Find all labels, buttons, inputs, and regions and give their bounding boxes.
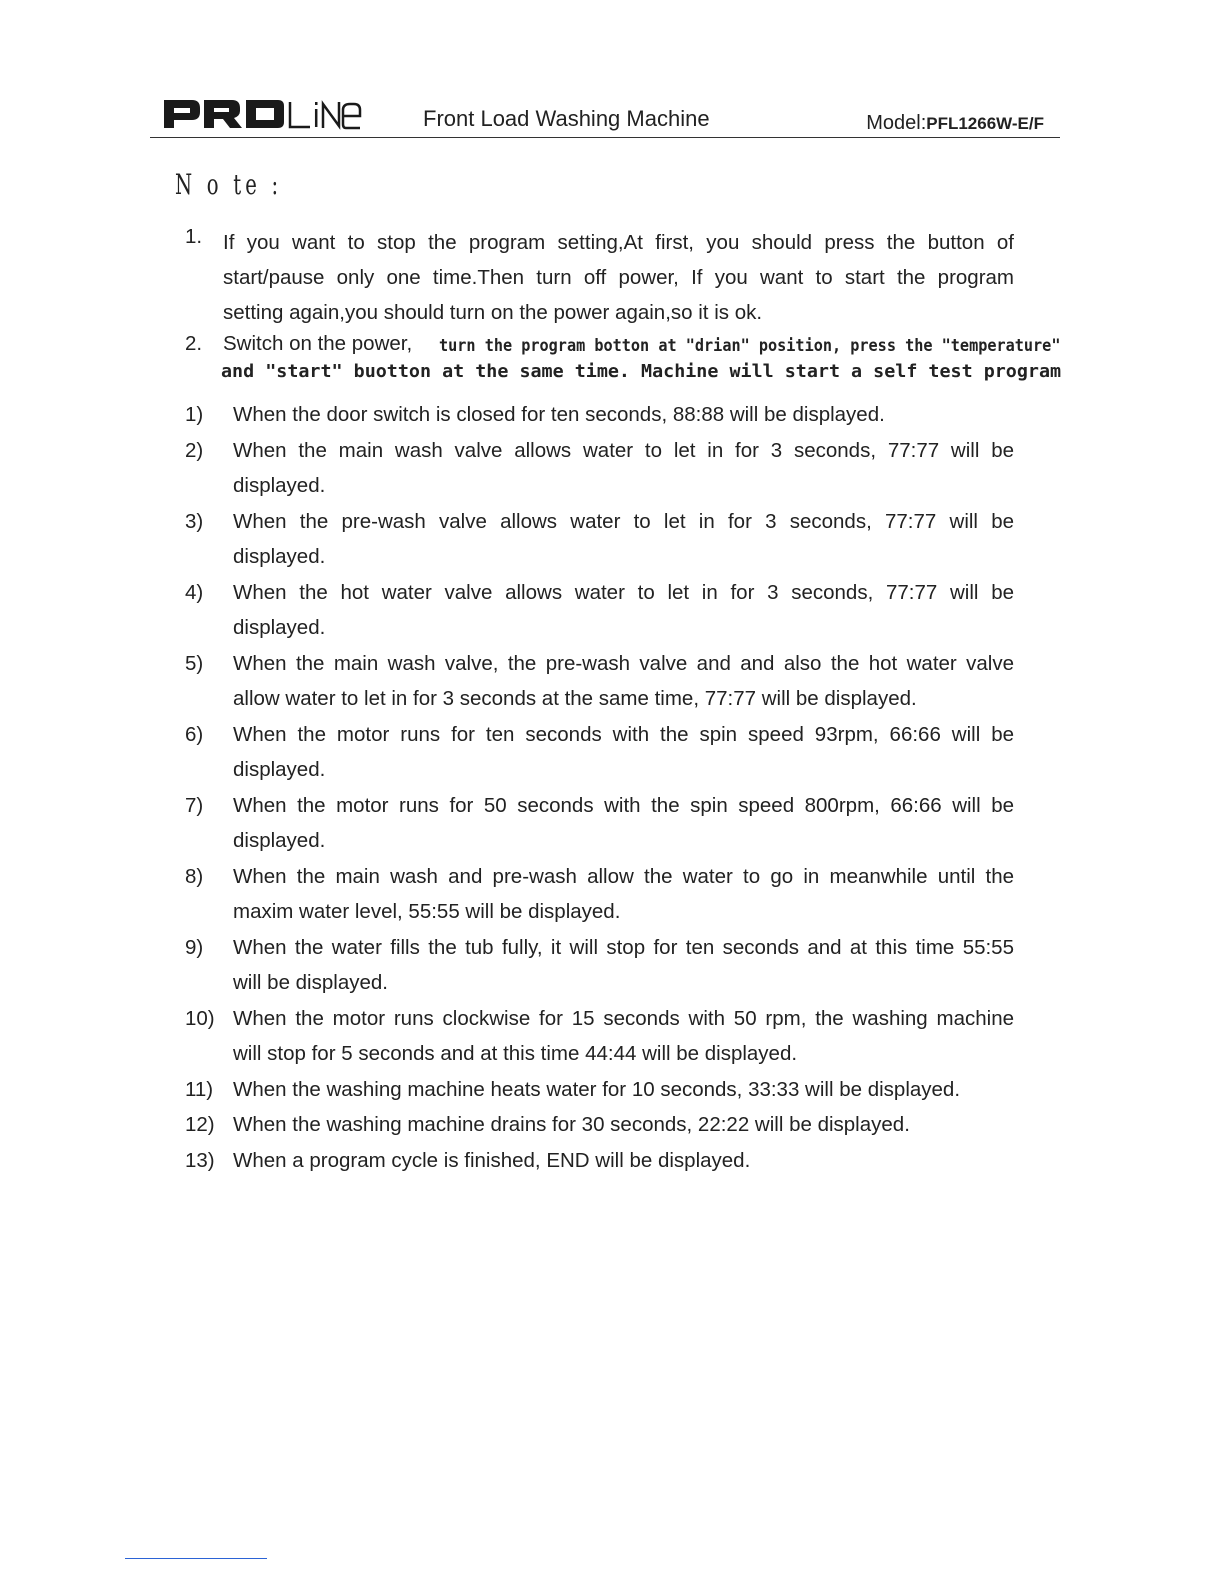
list-item	[185, 433, 1015, 504]
step-number: 6)	[185, 722, 204, 746]
step-number: 9)	[185, 935, 204, 959]
list-item	[185, 859, 1015, 930]
step-number: 13)	[185, 1148, 215, 1172]
list-item	[185, 788, 1015, 859]
page-header	[150, 92, 1060, 140]
step-line: will be displayed.	[233, 971, 388, 994]
proline-logo	[162, 94, 362, 134]
step-line: displayed.	[233, 545, 326, 568]
note-number: 2.	[185, 332, 203, 355]
step-line: When the main wash valve allows water to let in for 3 seconds, 77:77 will be	[233, 438, 1014, 462]
step-line: displayed.	[233, 829, 326, 852]
step-number: 10)	[185, 1006, 215, 1030]
step-line: allow water to let in for 3 seconds at the same time, 77:77 will be displayed.	[233, 687, 917, 710]
note-line: If you want to stop the program setting,At first, you should press the button of	[223, 231, 1014, 254]
list-item	[185, 930, 1015, 1001]
step-number: 1)	[185, 403, 204, 426]
step-number: 11)	[185, 1077, 214, 1101]
list-item	[185, 1072, 1015, 1108]
step-line: When the washing machine heats water for 10 seconds, 33:33 will be displayed.	[233, 1077, 961, 1101]
note-line: start/pause only one time.Then turn off power, If you want to start the program	[223, 266, 1014, 289]
note-number: 1.	[185, 225, 203, 248]
list-item	[185, 575, 1015, 646]
step-line: When the main wash and pre-wash allow the water to go in meanwhile until the	[233, 864, 1014, 888]
step-number: 8)	[185, 864, 204, 888]
list-item	[185, 1107, 1015, 1143]
footer-link-underline[interactable]	[125, 1558, 267, 1559]
step-line: When the main wash valve, the pre-wash valve and and also the hot water valve	[233, 651, 1014, 675]
list-item	[185, 1143, 1015, 1179]
step-line: maxim water level, 55:55 will be displayed.	[233, 900, 621, 923]
document-title: Front Load Washing Machine	[423, 106, 710, 131]
step-line: will stop for 5 seconds and at this time 44:44 will be displayed.	[233, 1042, 798, 1065]
step-line: When the water fills the tub fully, it will stop for ten seconds and at this time 55:55	[233, 935, 1014, 959]
note-line: Switch on the power,	[223, 332, 413, 355]
step-number: 3)	[185, 509, 204, 533]
list-item	[185, 717, 1015, 788]
list-item	[185, 1001, 1015, 1072]
step-line: When the hot water valve allows water to let in for 3 seconds, 77:77 will be	[233, 580, 1014, 604]
step-line: When the door switch is closed for ten seconds, 88:88 will be displayed.	[233, 403, 885, 426]
step-line: When a program cycle is finished, END will be displayed.	[233, 1148, 751, 1172]
note-line: turn the program botton at "drian" position, press the "temperature"	[439, 336, 1061, 355]
note-heading: N o te :	[175, 168, 283, 201]
step-line: When the washing machine drains for 30 seconds, 22:22 will be displayed.	[233, 1113, 910, 1136]
step-line: displayed.	[233, 474, 326, 497]
list-item	[185, 646, 1015, 717]
step-number: 7)	[185, 793, 204, 817]
step-line: When the motor runs clockwise for 15 seconds with 50 rpm, the washing machine	[233, 1006, 1014, 1030]
step-number: 12)	[185, 1113, 215, 1136]
list-item	[185, 397, 1015, 433]
model-label: Model:	[866, 112, 927, 134]
header-divider	[150, 137, 1060, 138]
step-number: 2)	[185, 438, 204, 462]
step-number: 5)	[185, 651, 204, 675]
note-line: and "start" buotton at the same time. Machine will start a self test program	[221, 361, 1062, 382]
model-number	[866, 112, 1044, 135]
step-line: When the pre-wash valve allows water to let in for 3 seconds, 77:77 will be	[233, 509, 1014, 533]
note-line: setting again,you should turn on the power again,so it is ok.	[223, 301, 763, 324]
list-item	[185, 504, 1015, 575]
step-line: displayed.	[233, 758, 326, 781]
step-line: displayed.	[233, 616, 326, 639]
step-line: When the motor runs for 50 seconds with the spin speed 800rpm, 66:66 will be	[233, 793, 1014, 817]
self-test-steps	[185, 397, 1015, 1178]
model-value: PFL1266W-E/F	[926, 114, 1044, 133]
step-number: 4)	[185, 580, 204, 604]
step-line: When the motor runs for ten seconds with the spin speed 93rpm, 66:66 will be	[233, 722, 1014, 746]
